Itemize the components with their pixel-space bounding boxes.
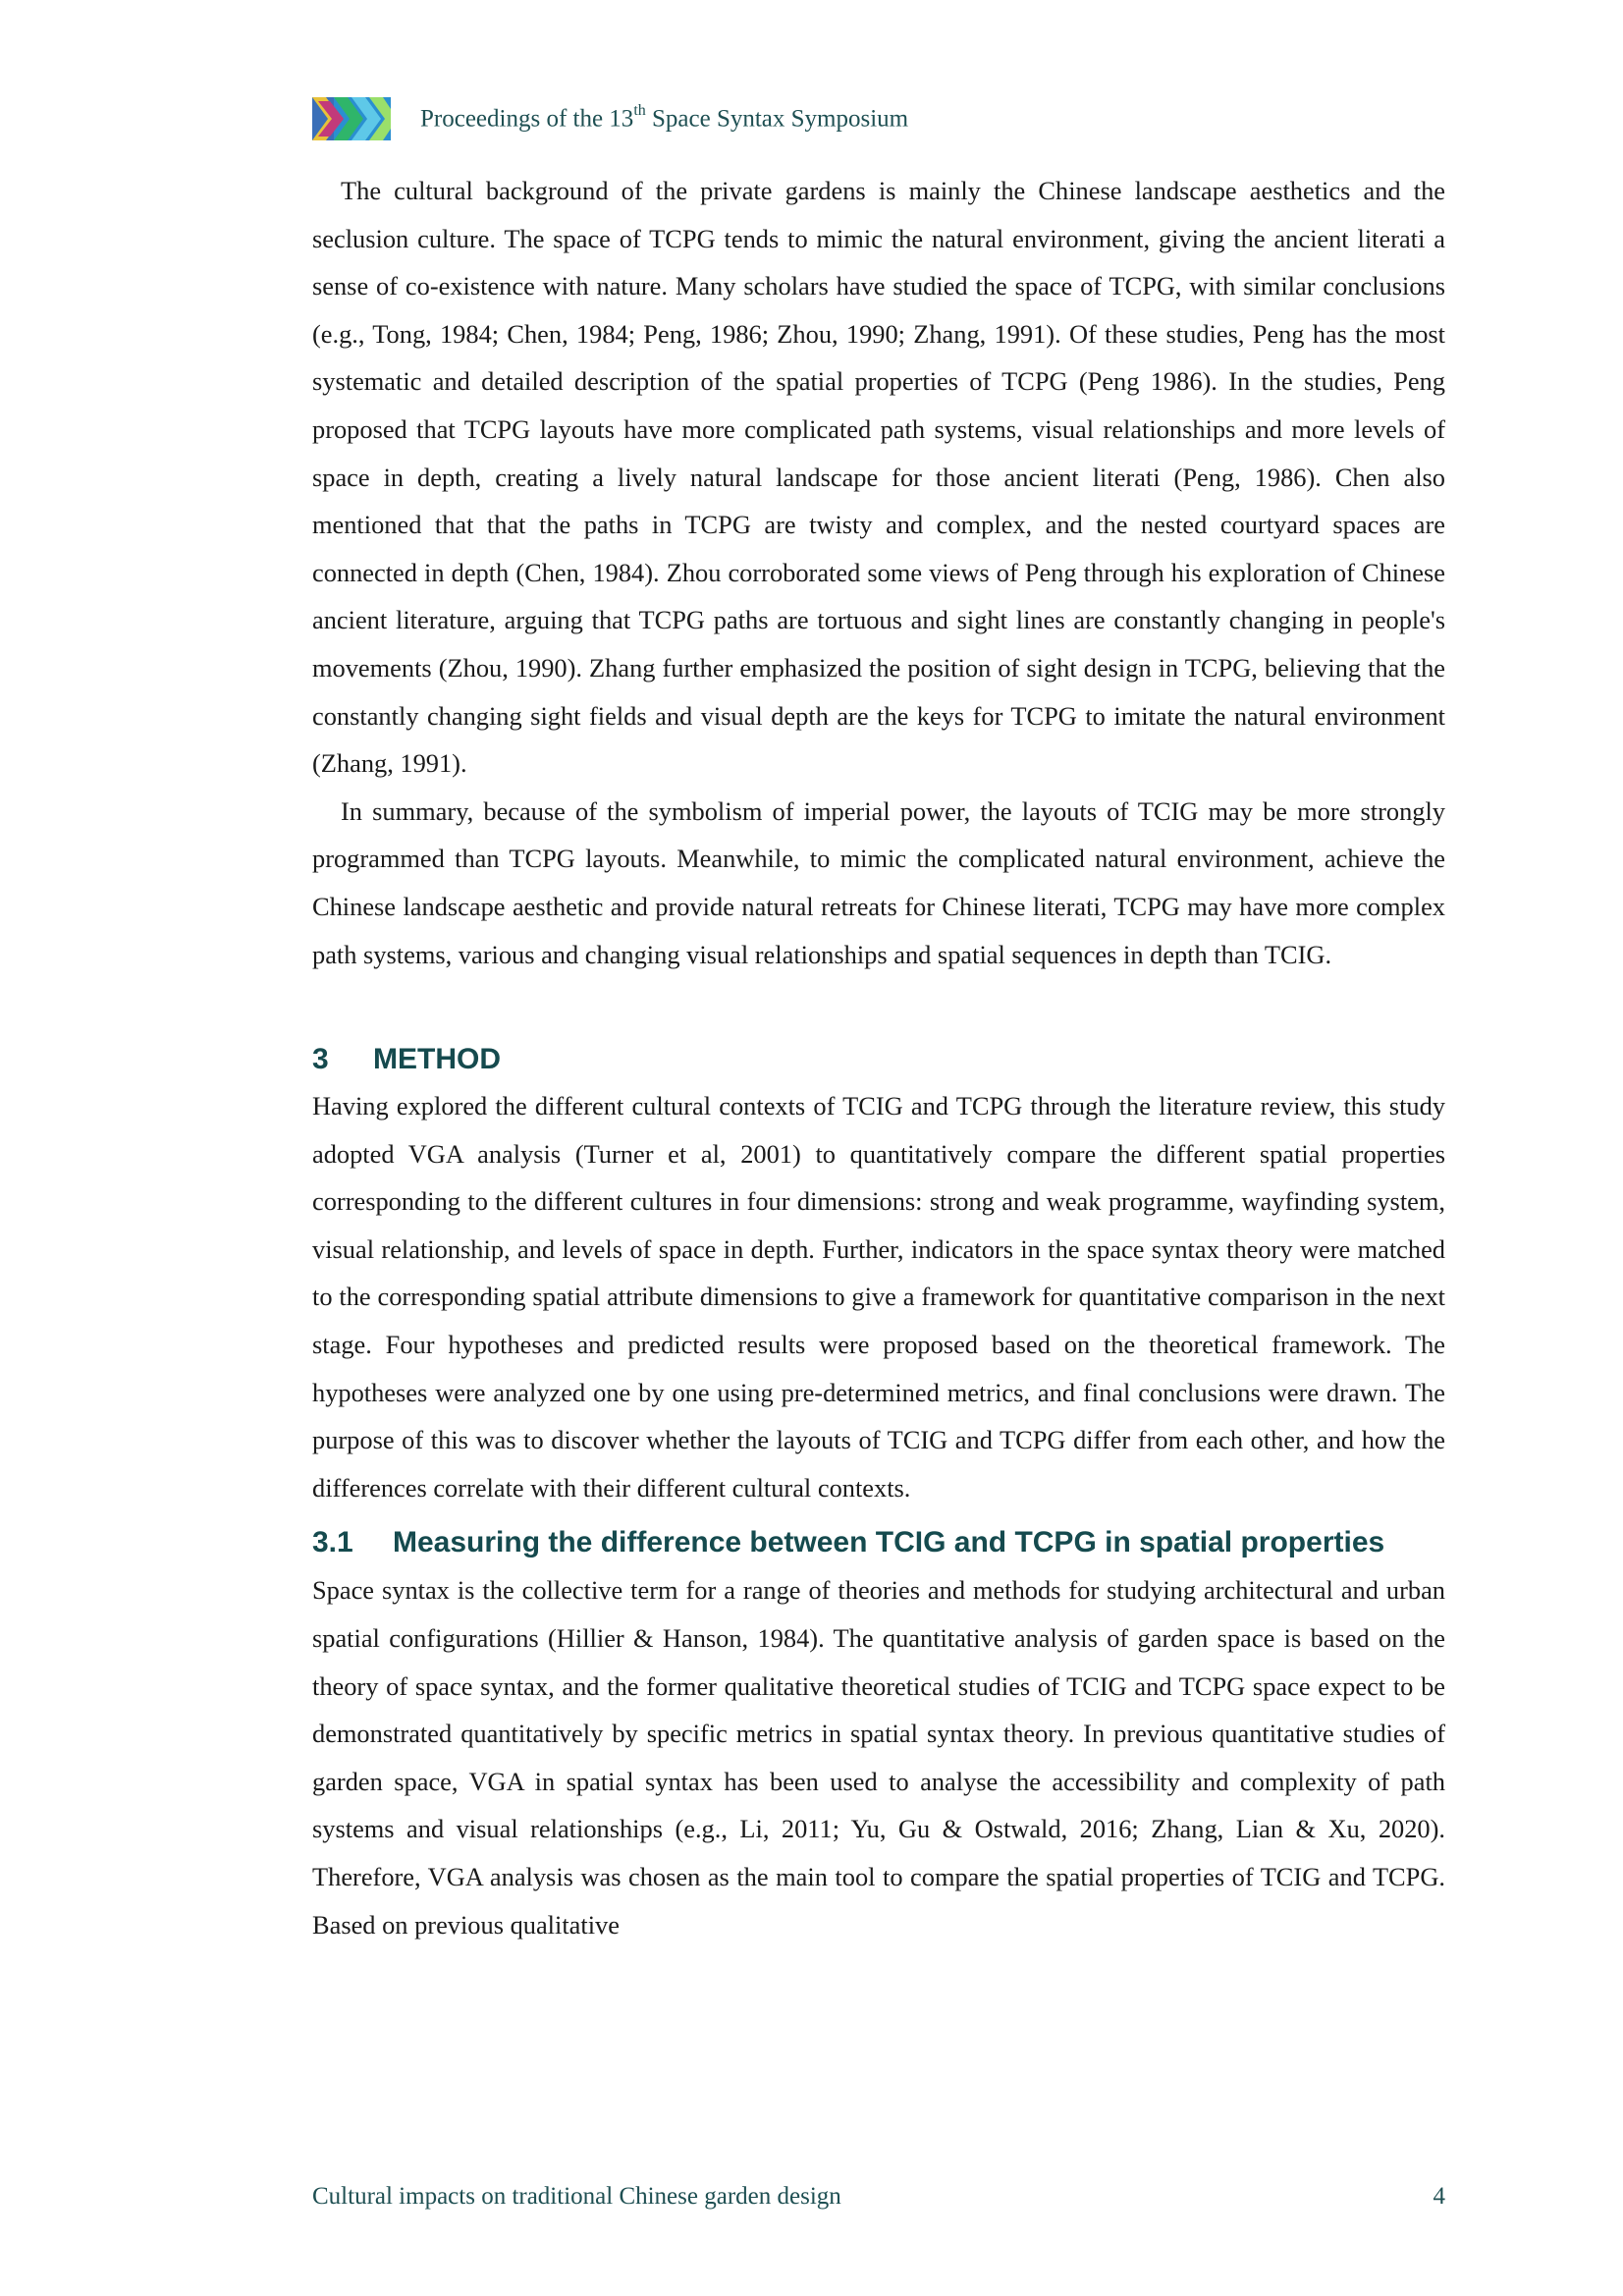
subsection-number: 3.1 [312,1526,353,1559]
body-paragraph: The cultural background of the private gardens is mainly the Chinese landscape aesthetics and the seclusion culture. The space of TCPG tends to mimic the natural environment, giving the ancient literati a sense of co-existence with nature. Many scholars have studied the space of TCPG, with similar conclusions (e.g., Tong, 1984; Chen, 1984; Peng, 1986; Zhou, 1990; Zhang, 1991). Of these studies, Peng has the most systematic and detailed description of the spatial properties of TCPG (Peng 1986). In the studies, Peng proposed that TCPG layouts have more complicated path systems, visual relationships and more levels of space in depth, creating a lively natural landscape for those ancient literati (Peng, 1986). Chen also mentioned that that the paths in TCPG are twisty and complex, and the nested courtyard spaces are connected in depth (Chen, 1984). Zhou corroborated some views of Peng through his exploration of Chinese ancient literature, arguing that TCPG paths are tortuous and sight lines are constantly changing in people's movements (Zhou, 1990). Zhang further emphasized the position of sight design in TCPG, believing that the constantly changing sight fields and visual depth are the keys for TCPG to imitate the natural environment (Zhang, 1991). [312,176,1445,779]
subsection-title: Measuring the difference between TCIG and TCPG in spatial properties [393,1526,1385,1559]
section-number: 3 [312,1043,329,1076]
body-paragraph: Space syntax is the collective term for a range of theories and methods for studying architectural and urban spatial configurations (Hillier & Hanson, 1984). The quantitative analysis of garden space is based on the theory of space syntax, and the former qualitative theoretical studies of TCIG and TCPG space expect to be demonstrated quantitatively by specific metrics in spatial syntax theory. In previous quantitative studies of garden space, VGA in spatial syntax has been used to analyse the accessibility and complexity of path systems and visual relationships (e.g., Li, 2011; Yu, Gu & Ostwald, 2016; Zhang, Lian & Xu, 2020). Therefore, VGA analysis was chosen as the main tool to compare the spatial properties of TCIG and TCPG. Based on previous qualitative [312,1575,1445,1940]
page-header [312,96,908,141]
running-title: Cultural impacts on traditional Chinese garden design [312,2183,841,2210]
body-paragraph: In summary, because of the symbolism of imperial power, the layouts of TCIG may be more strongly programmed than TCPG layouts. Meanwhile, to mimic the complicated natural environment, achieve the Chinese landscape aesthetic and provide natural retreats for Chinese literati, TCPG may have more complex path systems, various and changing visual relationships and spatial sequences in depth than TCIG. [312,795,1445,969]
proceedings-title: Proceedings of the 13th Space Syntax Symposium [420,102,909,133]
symposium-logo-icon [312,97,391,140]
page-number: 4 [1433,2183,1445,2210]
page-footer [312,2183,1445,2211]
subsection-heading [312,1521,1445,1564]
main-content [312,167,1445,1948]
section-heading [312,1039,1445,1080]
section-title: METHOD [373,1043,501,1076]
body-paragraph: Having explored the different cultural contexts of TCIG and TCPG through the literature review, this study adopted VGA analysis (Turner et al, 2001) to quantitatively compare the different spatial properties corresponding to the different cultures in four dimensions: strong and weak programme, wayfinding system, visual relationship, and levels of space in depth. Further, indicators in the space syntax theory were matched to the corresponding spatial attribute dimensions to give a framework for quantitative comparison in the next stage. Four hypotheses and predicted results were proposed based on the theoretical framework. The hypotheses were analyzed one by one using pre-determined metrics, and final conclusions were drawn. The purpose of this was to discover whether the layouts of TCIG and TCPG differ from each other, and how the differences correlate with their different cultural contexts. [312,1091,1445,1503]
